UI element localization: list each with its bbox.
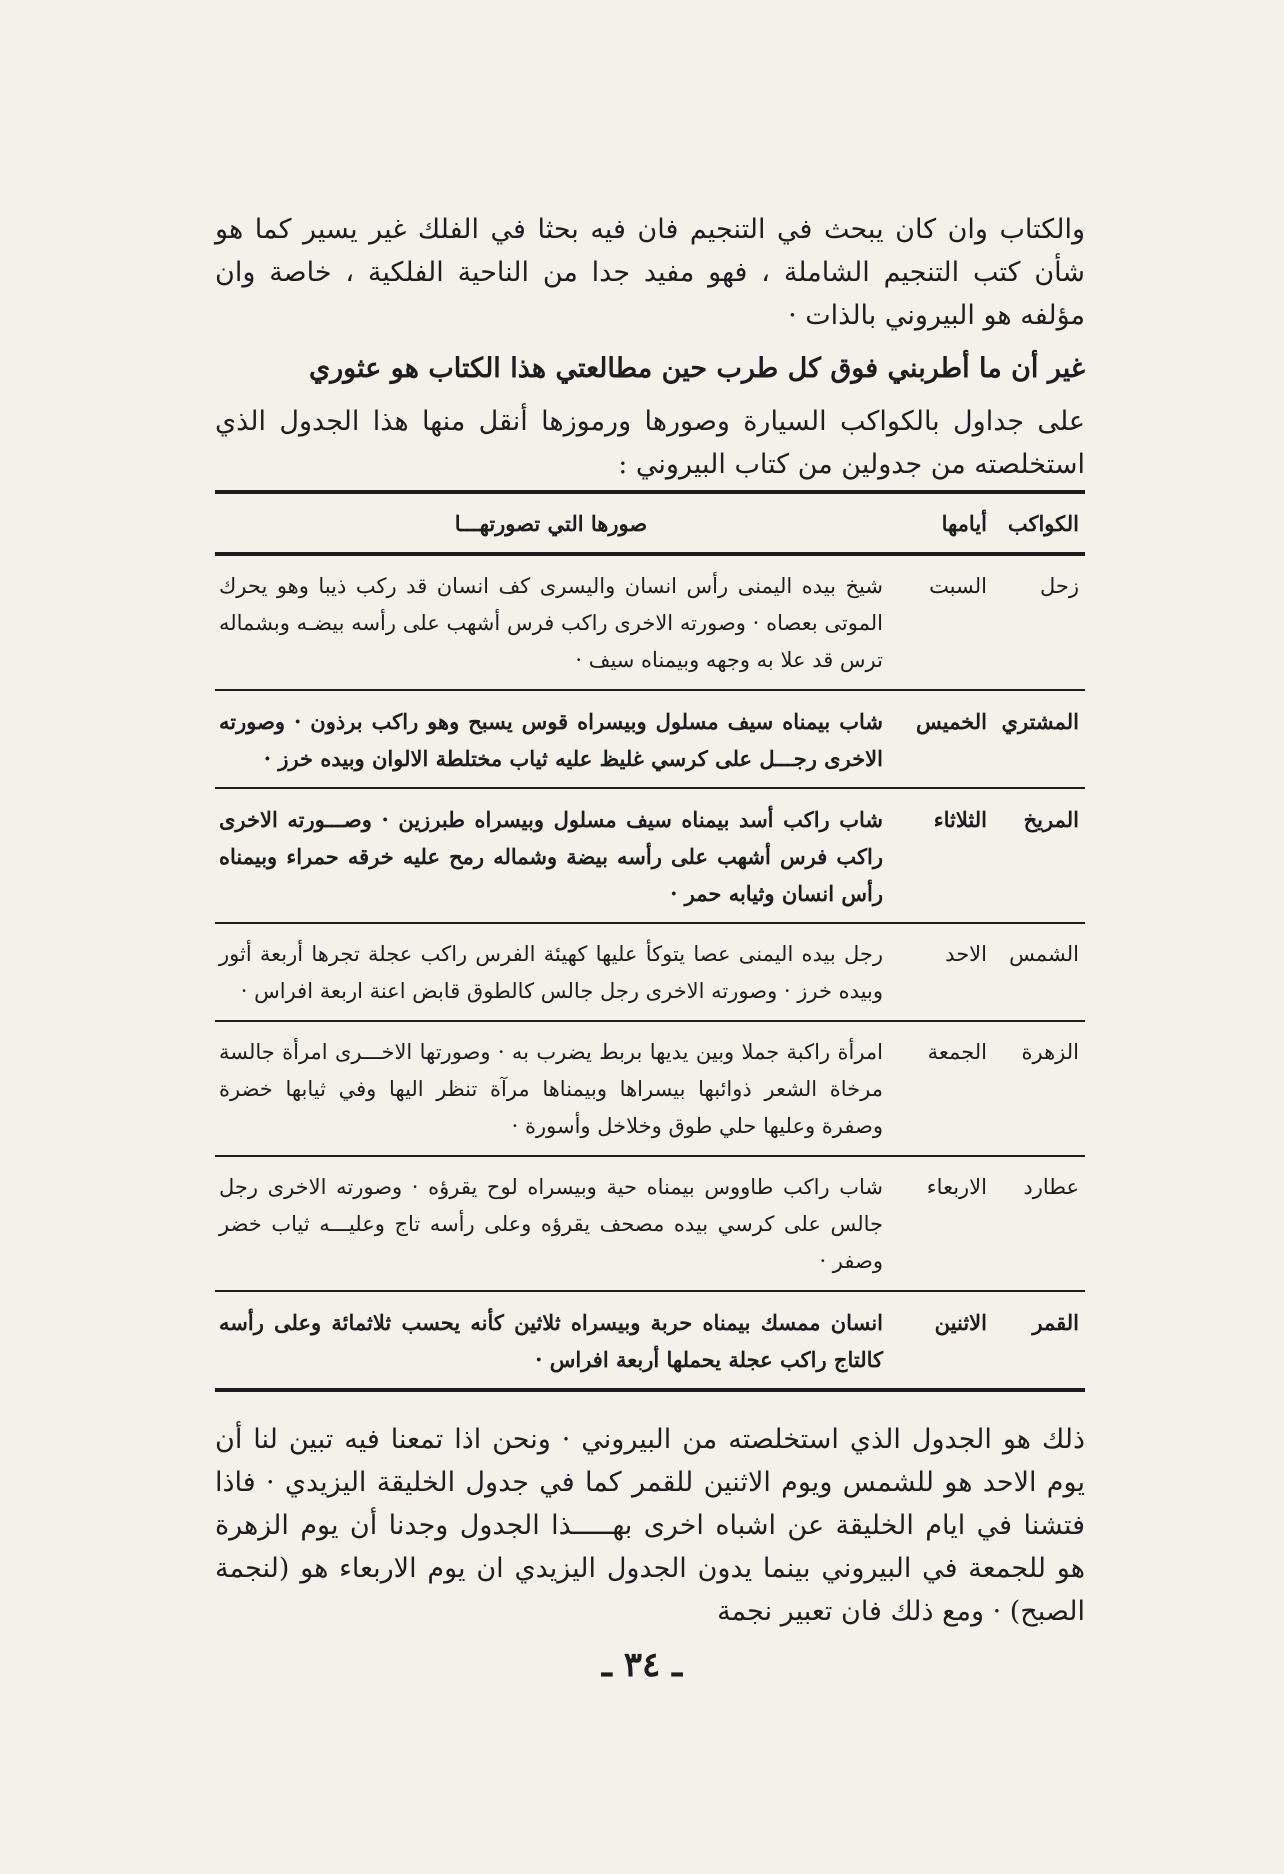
table-row bbox=[215, 924, 1085, 1020]
planet-cell: القمر bbox=[1032, 1310, 1079, 1335]
table-row bbox=[215, 691, 1085, 787]
day-cell: الخميس bbox=[915, 709, 987, 734]
table-row bbox=[215, 789, 1085, 922]
paragraph: على جداول بالكواكب السيارة وصورها ورموزها أنقل منها هذا الجدول الذي استخلصته من جدولين من كتاب البيروني : bbox=[215, 406, 1085, 480]
day-cell: الثلاثاء bbox=[933, 807, 987, 832]
table-row bbox=[215, 1022, 1085, 1155]
day-cell: الجمعة bbox=[927, 1040, 987, 1064]
description-cell: رجل بيده اليمنى عصا يتوكأ عليها كهيئة الفرس راكب عجلة تجرها أربعة أثور وبيده خرز · وصورته الاخرى رجل جالس كالطوق قابض اعنة اربعة افراس · bbox=[219, 942, 883, 1003]
table-header bbox=[215, 494, 1085, 552]
table-body bbox=[215, 556, 1085, 1392]
description-cell: امرأة راكبة جملا وبين يديها بربط يضرب به · وصورتها الاخـــرى امرأة جالسة مرخاة الشعر ذوائبها بيسراها وبيمناها مرآة تنظر اليها وفي ثيابها خضرة وصفرة وعليها حلي طوق وخلاخل وأسورة · bbox=[219, 1040, 883, 1138]
description-cell: شيخ بيده اليمنى رأس انسان واليسرى كف انسان قد ركب ذيبا وهو يحرك الموتى بعصاه · وصورته الاخرى راكب فرس أشهب على رأسه بيضـه وبشماله ترس قد علا به وجهه وبيمناه سيف · bbox=[219, 574, 883, 672]
row-rule bbox=[215, 1388, 1085, 1392]
description-cell: شاب بيمناه سيف مسلول وبيسراه قوس يسبح وهو راكب برذون · وصورته الاخرى رجـــل على كرسي غليظ عليه ثياب مختلطة الالوان وبيده خرز · bbox=[219, 709, 883, 771]
intro-text bbox=[215, 208, 1085, 496]
planet-cell: الشمس bbox=[1009, 942, 1079, 966]
page-number: ـ ٣٤ ـ bbox=[601, 1645, 683, 1685]
header-planet: الكواكب bbox=[1007, 510, 1079, 536]
planet-cell: زحل bbox=[1039, 574, 1079, 598]
planet-cell: المريخ bbox=[1023, 807, 1079, 832]
header-day: أيامها bbox=[941, 510, 987, 536]
day-cell: السبت bbox=[929, 574, 987, 598]
description-cell: شاب راكب أسد بيمناه سيف مسلول وبيسراه طبرزين · وصـــورته الاخرى راكب فرس أشهب على رأسه بيضة وشماله رمح عليه خرقه حمراء وبيمناه رأس انسان وثيابه حمر · bbox=[219, 807, 883, 906]
paragraph: والكتاب وان كان يبحث في التنجيم فان فيه بحثا في الفلك غير يسير كما هو شأن كتب التنجيم الشاملة ، فهو مفيد جدا من الناحية الفلكية ، خاصة وان مؤلفه هو البيروني بالذات · bbox=[215, 214, 1085, 331]
table-row bbox=[215, 1292, 1085, 1388]
planet-cell: عطارد bbox=[1023, 1175, 1079, 1199]
day-cell: الاربعاء bbox=[926, 1175, 987, 1199]
description-cell: شاب راكب طاووس بيمناه حية وبيسراه لوح يقرؤه · وصورته الاخرى رجل جالس على كرسي بيده مصحف يقرؤه وعلى رأسه تاج وعليـــه ثياب خضر وصفر · bbox=[219, 1175, 883, 1273]
outro-text bbox=[215, 1418, 1085, 1643]
planet-cell: الزهرة bbox=[1021, 1040, 1079, 1064]
planets-table bbox=[215, 490, 1085, 1392]
day-cell: الاثنين bbox=[934, 1310, 987, 1335]
table-row bbox=[215, 556, 1085, 689]
day-cell: الاحد bbox=[945, 942, 987, 966]
header-description: صورها التي تصورتهـــا bbox=[454, 510, 648, 536]
planet-cell: المشتري bbox=[1001, 709, 1079, 734]
table-row bbox=[215, 1157, 1085, 1290]
description-cell: انسان ممسك بيمناه حربة وبيسراه ثلاثين كأنه يحسب ثلاثمائة وعلى رأسه كالتاج راكب عجلة يحملها أربعة افراس · bbox=[219, 1310, 883, 1372]
paragraph: ذلك هو الجدول الذي استخلصته من البيروني · ونحن اذا تمعنا فيه تبين لنا أن يوم الاحد هو للشمس ويوم الاثنين للقمر كما في جدول الخليقة اليزيدي · فاذا فتشنا في ايام الخليقة عن اشباه اخرى بهـــــذا الجدول وجدنا أن يوم الزهرة هو للجمعة في البيروني بينما يدون الجدول اليزيدي ان يوم الاربعاء هو (لنجمة الصبح) · ومع ذلك فان تعبير نجمة bbox=[215, 1424, 1085, 1627]
paragraph: غير أن ما أطربني فوق كل طرب حين مطالعتي هذا الكتاب هو عثوري bbox=[309, 353, 1085, 384]
